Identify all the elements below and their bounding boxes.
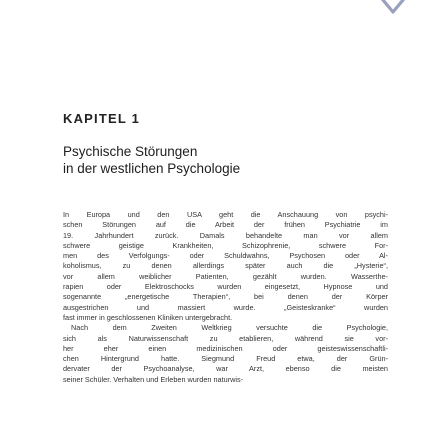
paragraph2-line: sich als Naturwissenschaft zu etablieren, während sie vor-	[63, 333, 388, 343]
paragraph1-line: men des Verfolgungs- oder Schuldwahns, Psychosen oder Al-	[63, 251, 388, 261]
page-fade	[0, 412, 448, 448]
paragraph1-line: ausgestrichen und massiert wurde. „Geisteskranke“ wurden	[63, 302, 388, 312]
chapter-label: KAPITEL 1	[63, 111, 141, 126]
paragraph1-line: sogenannte „energetische Therapien“, bei denen der Körper	[63, 292, 388, 302]
chapter-title	[63, 143, 393, 177]
paragraph1-line: fast immer in geschlossenen Kliniken untergebracht.	[63, 312, 233, 322]
paragraph-2	[63, 323, 388, 385]
paragraph-1	[63, 210, 388, 323]
paragraph2-line: dervater der Psychoanalyse, war Arzt, ebenso die meisten	[63, 364, 388, 374]
paragraph1-line: koholismus, zu denen allerdings später auch die „Hysterie“,	[63, 261, 388, 271]
paragraph2-line: her eher einen medizinischen oder geisteswissenschaftli-	[63, 343, 388, 353]
paragraph1-line: schwere geistige Krankheiten, Schizophrenie, schwere For-	[63, 240, 388, 250]
paragraph1-line: 19. Jahrhundert zurück. Damals behandelte man vor allem	[63, 230, 388, 240]
paragraph1-line: rapien oder Elektroschocks wurden eingesetzt, Hypnose und	[63, 282, 388, 292]
paragraph2-line: Nach dem Zweiten Weltkrieg versuchte die Psychologie,	[71, 323, 388, 333]
paragraph1-line: In Europa und den USA geht die Anschauung von psychi-	[63, 210, 388, 219]
paragraph1-line: vor allem weiblicher Patienten, gezählt wurden. Wasserthe-	[63, 271, 388, 281]
chevron-down-icon	[376, 0, 410, 34]
chapter-title-line-1: Psychische Störungen	[63, 144, 198, 159]
body-text	[63, 210, 388, 385]
paragraph2-line: chen Hintergrund hatte. Siegmund Freud etwa, der Grün-	[63, 354, 388, 364]
paragraph1-line: schen Störungen auf die Arbeit der frühen Psychiatrie im	[63, 220, 388, 230]
chapter-title-line-2: in der westlichen Psychologie	[63, 161, 241, 176]
paragraph2-line: seiner Schüler. Verhalten und Erleben wurden naturwis-	[63, 374, 244, 384]
